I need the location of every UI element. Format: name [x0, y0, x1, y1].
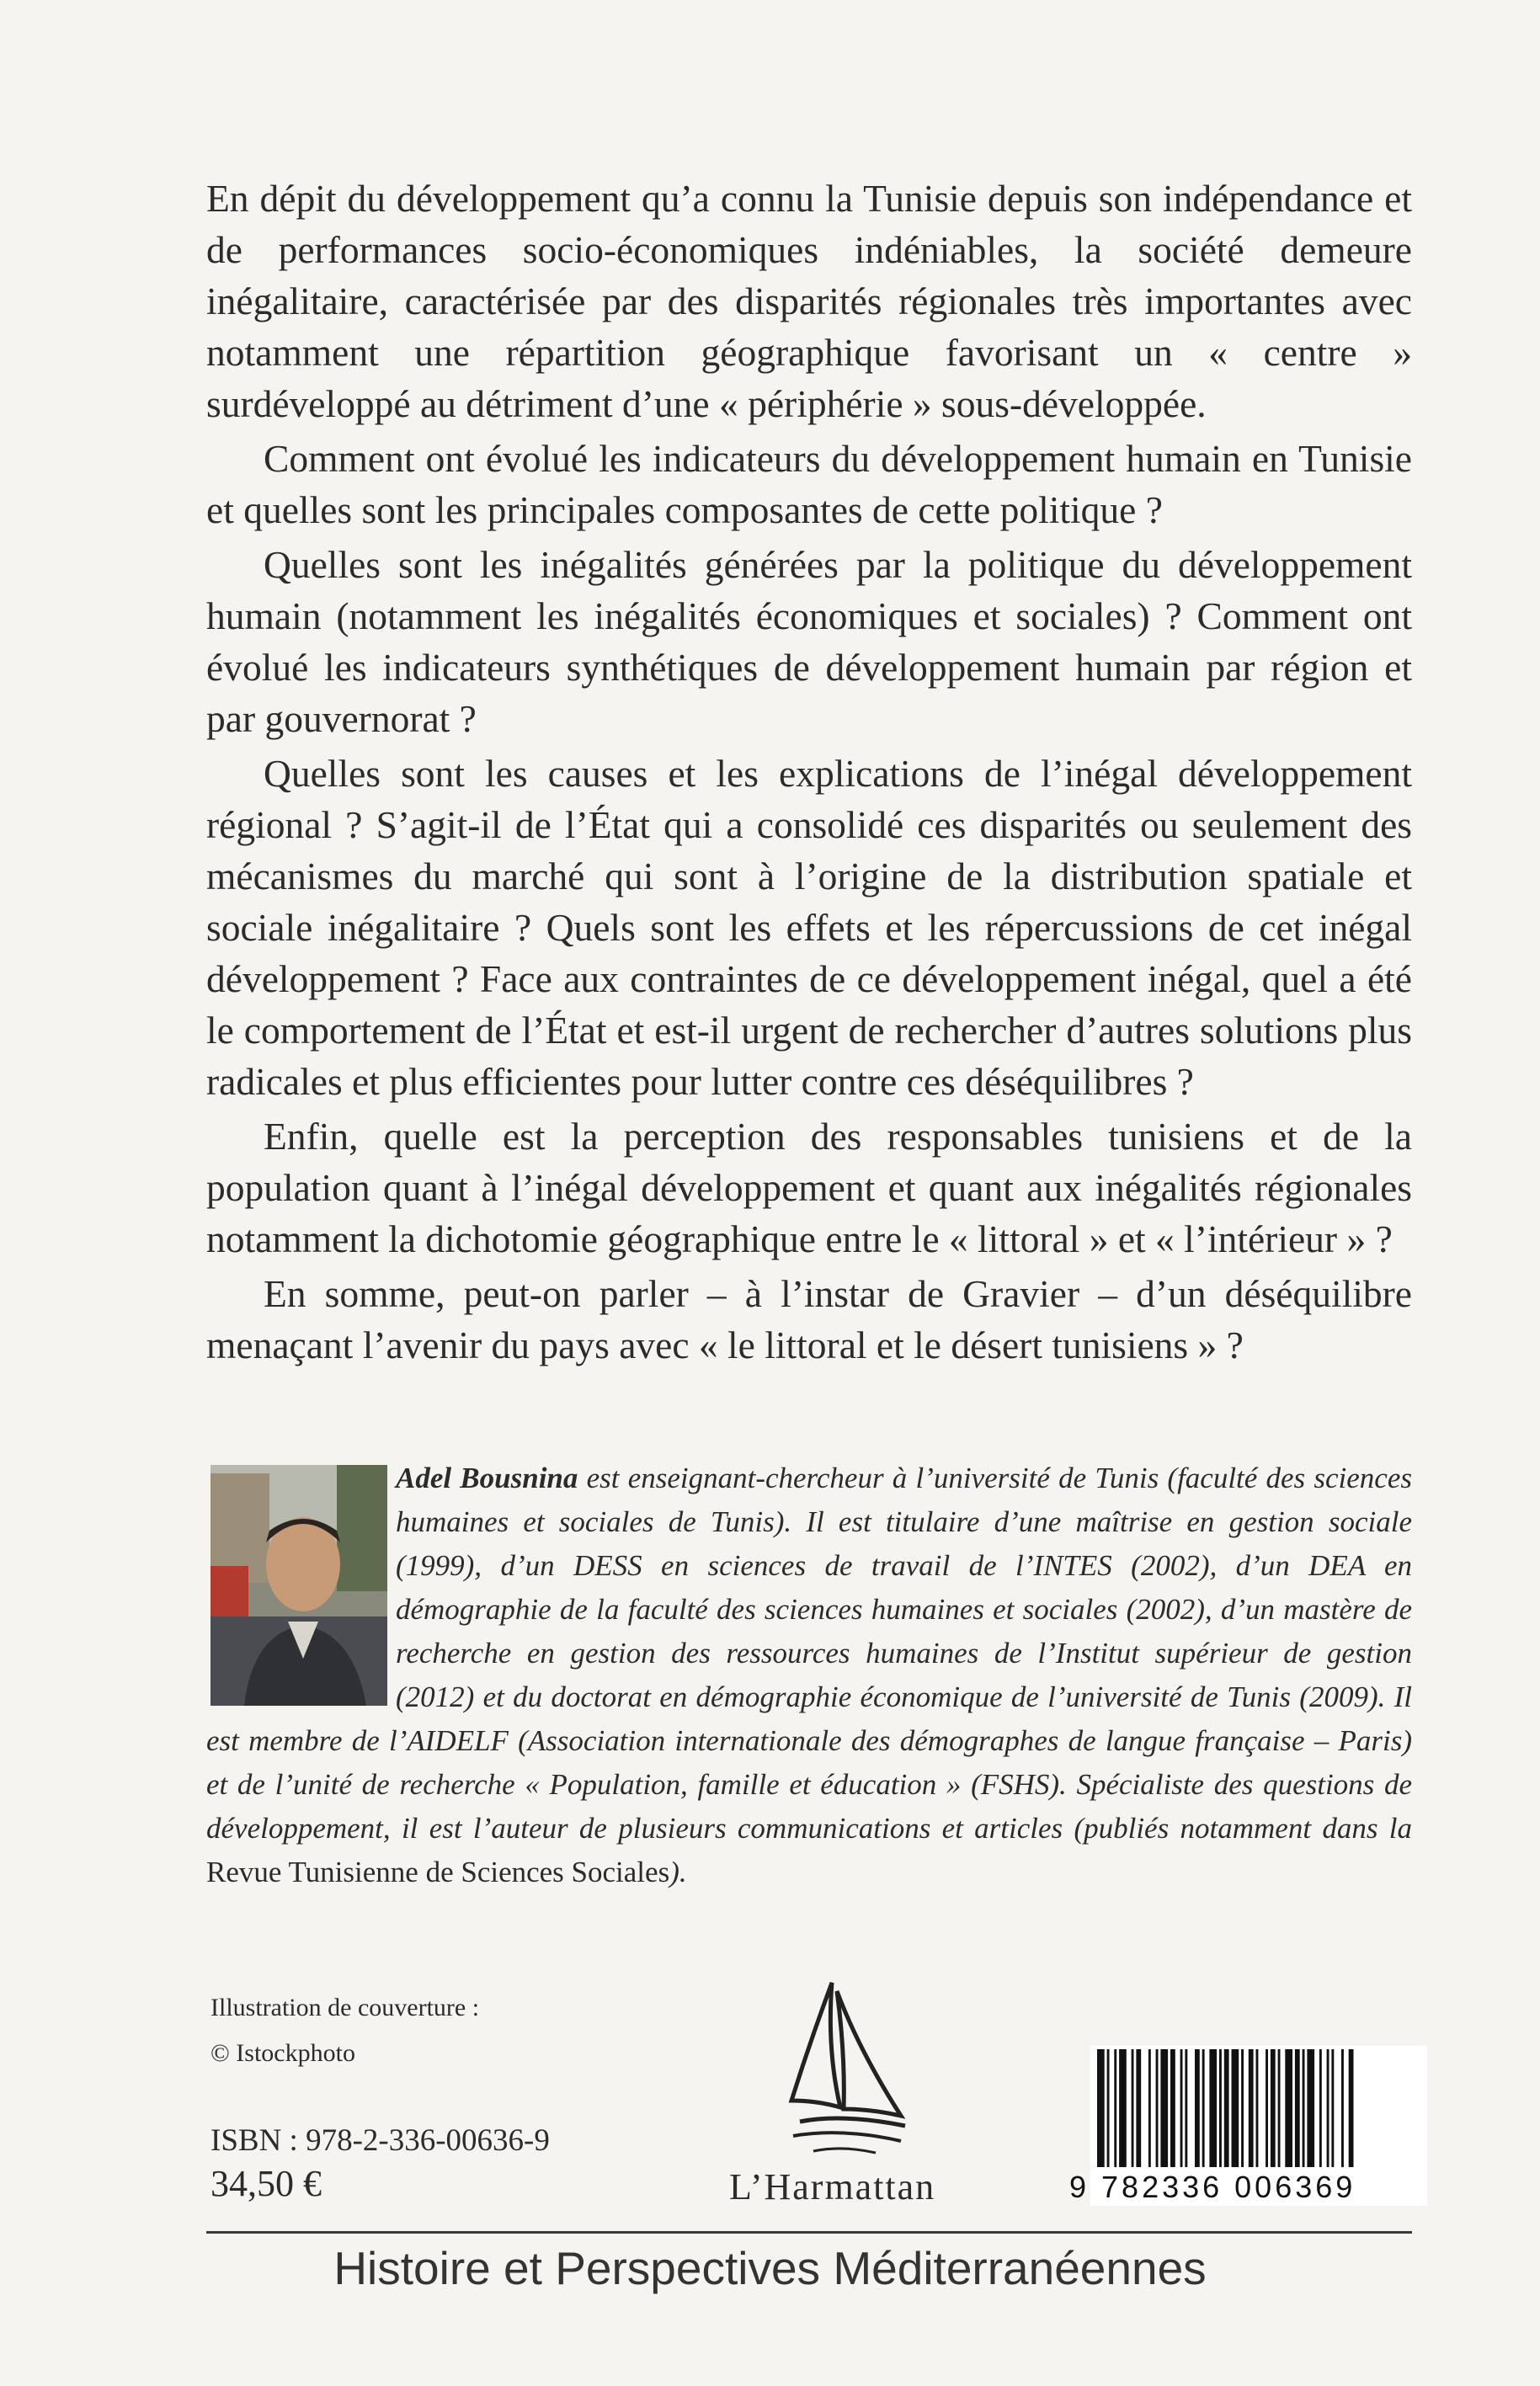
author-name: Adel Bousnina: [396, 1462, 578, 1494]
cover-credit: [210, 1985, 479, 2076]
author-bio-text: est enseignant-chercheur à l’université de Tunis (faculté des sciences humaines et sociales de Tunis). Il est titulaire d’une maîtrise en gestion sociale (1999), d’un DESS en sciences de travail de l’INTES (2002), d’un DEA en démographie de la faculté des sciences humaines et sociales (2002), d’un mastère de recherche en gestion des ressources humaines de l’Institut supérieur de gestion (2012) et du doctorat en démographie économique de l’université de Tunis (2009). Il est membre de l’AIDELF (Association internationale des démographes de langue française – Paris) et de l’unité de recherche « Population, famille et éducation » (FSHS). Spécialiste des questions de développement, il est l’auteur de plusieurs communications et articles (publiés notamment dans la: [206, 1462, 1412, 1845]
summary-paragraph: En somme, peut-on parler – à l’instar de Gravier – d’un déséquilibre menaçant l’avenir du pays avec « le littoral et le désert tunisiens » ?: [206, 1272, 1412, 1366]
author-portrait-image: [210, 1465, 387, 1706]
series-title: Histoire et Perspectives Méditerranéennes: [333, 2242, 1207, 2294]
author-photo: [210, 1465, 387, 1706]
isbn: ISBN : 978-2-336-00636-9: [210, 2123, 550, 2158]
cover-credit-source: © Istockphoto: [210, 2039, 355, 2067]
author-bio-end: ).: [669, 1856, 687, 1888]
price: 34,50 €: [210, 2163, 322, 2204]
summary-paragraph: Quelles sont les inégalités générées par la politique du développement humain (notamment les inégalités économiques et sociales) ? Comment ont évolué les indicateurs synthétiques de développement humain par région et par gouvernorat ?: [206, 543, 1412, 740]
summary-text: [206, 173, 1412, 1371]
summary-paragraph: Enfin, quelle est la perception des responsables tunisiens et de la population quant à l’inégal développement et quant aux inégalités régionales notamment la dichotomie géographique entre le « littoral » et « l’intérieur » ?: [206, 1115, 1412, 1260]
cover-credit-label: Illustration de couverture :: [210, 1994, 480, 2021]
summary-paragraph: En dépit du développement qu’a connu la Tunisie depuis son indépendance et de performances socio-économiques indéniables, la société demeure inégalitaire, caractérisée par des disparités régionales très importantes avec notamment une répartition géographique favorisant un « centre » surdéveloppé au détriment d’une « périphérie » sous-développée.: [206, 177, 1412, 425]
journal-title: Revue Tunisienne de Sciences Sociales: [206, 1856, 670, 1888]
barcode-digits: 9 782336 006369: [1069, 2170, 1356, 2204]
summary-paragraph: Quelles sont les causes et les explications de l’inégal développement régional ? S’agit-il de l’État qui a consolidé ces disparités ou seulement des mécanismes du marché qui sont à l’origine de la distribution spatiale et sociale inégalitaire ? Quels sont les effets et les répercussions de cet inégal développement ? Face aux contraintes de ce développement inégal, quel a été le comportement de l’État et est-il urgent de rechercher d’autres solutions plus radicales et plus efficientes pour lutter contre ces déséquilibres ?: [206, 752, 1412, 1103]
summary-paragraph: Comment ont évolué les indicateurs du développement humain en Tunisie et quelles sont les principales composantes de cette politique ?: [206, 437, 1412, 531]
publisher-name: L’Harmattan: [729, 2166, 936, 2208]
divider: [206, 2231, 1412, 2234]
